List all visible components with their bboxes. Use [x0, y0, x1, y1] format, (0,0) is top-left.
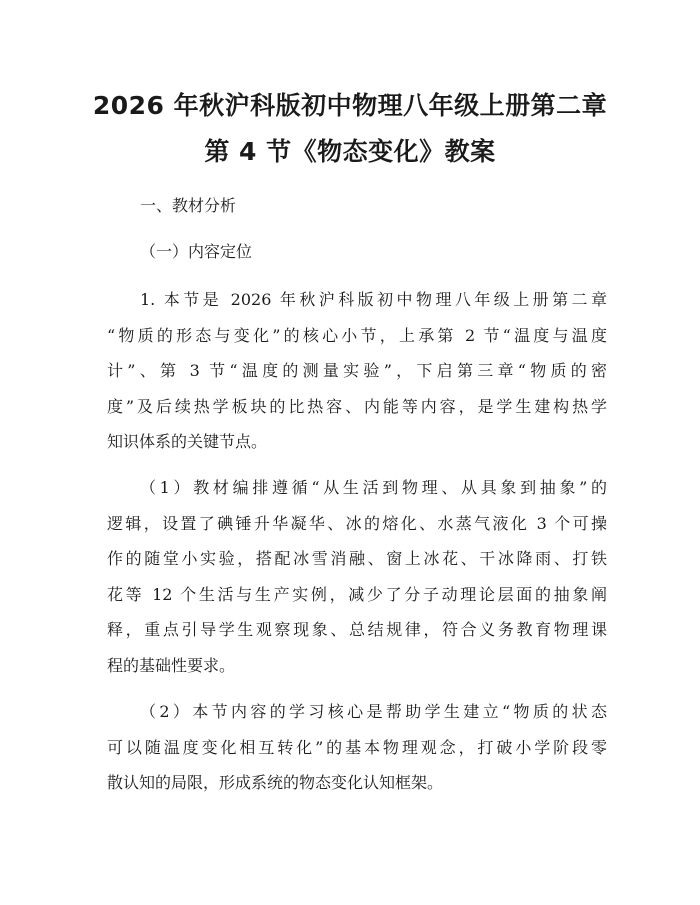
paragraph-line: “物质的形态与变化”的核心小节，上承第 2 节“温度与温度 [107, 325, 607, 345]
paragraph-content-positioning [107, 282, 607, 460]
paragraph-line: （1）教材编排遵循“从生活到物理、从具象到抽象”的 [140, 478, 607, 497]
section-heading-text: 一、教材分析 [140, 196, 237, 215]
paragraph-line: 知识体系的关键节点。 [107, 432, 268, 452]
paragraph-line: 度”及后续热学板块的比热容、内能等内容，是学生建构热学 [107, 396, 607, 416]
paragraph-learning-core [107, 694, 607, 801]
subsection-heading [107, 234, 640, 270]
paragraph-line: 计”、第 3 节“温度的测量实验”，下启第三章“物质的密 [107, 361, 607, 381]
paragraph-line: 散认知的局限，形成系统的物态变化认知框架。 [107, 773, 444, 793]
document-title-line-2: 第 4 节《物态变化》教案 [204, 137, 496, 166]
paragraph-line: （2）本节内容的学习核心是帮助学生建立“物质的状态 [140, 702, 607, 721]
paragraph-line: 作的随堂小实验，搭配冰雪消融、窗上冰花、干冰降雨、打铁 [107, 549, 607, 569]
section-heading [107, 188, 640, 224]
paragraph-line: 1. 本节是 2026 年秋沪科版初中物理八年级上册第二章 [140, 290, 607, 309]
paragraph-line: 释，重点引导学生观察现象、总结规律，符合义务教育物理课 [107, 620, 607, 640]
paragraph-line: 程的基础性要求。 [107, 655, 236, 675]
subsection-heading-text: （一）内容定位 [140, 242, 253, 261]
paragraph-line: 可以随温度变化相互转化”的基本物理观念，打破小学阶段零 [107, 737, 607, 757]
paragraph-line: 花等 12 个生活与生产实例，减少了分子动理论层面的抽象阐 [107, 584, 607, 604]
paragraph-textbook-arrangement [107, 470, 607, 684]
paragraph-line: 逻辑，设置了碘锤升华凝华、冰的熔化、水蒸气液化 3 个可操 [107, 513, 607, 533]
document-title-line-1: 2026 年秋沪科版初中物理八年级上册第二章 [92, 91, 608, 120]
